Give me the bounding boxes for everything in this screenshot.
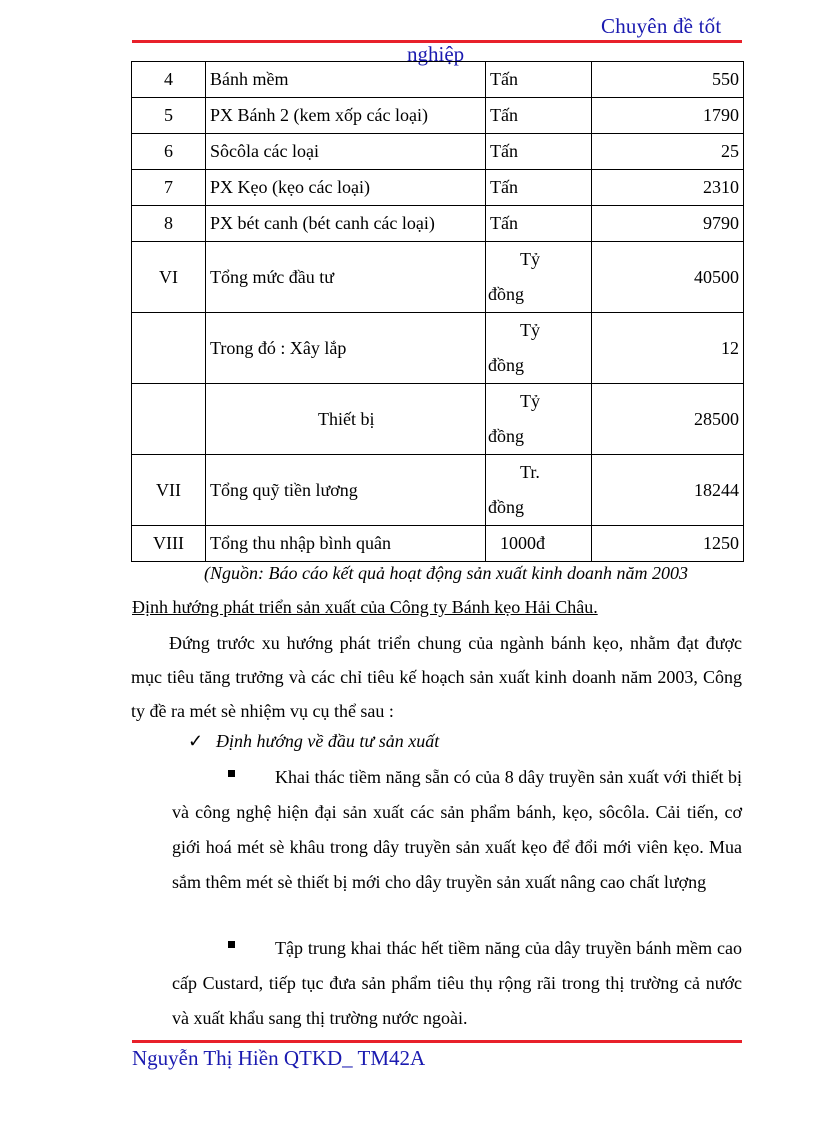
square-bullet-icon — [228, 770, 235, 777]
row-value: 9790 — [592, 206, 744, 242]
row-unit: Tấn — [486, 206, 592, 242]
table-row — [132, 384, 744, 455]
footer-divider — [132, 1040, 742, 1043]
table-row — [132, 455, 744, 526]
row-unit: 1000đ — [486, 526, 592, 562]
row-item-name: Thiết bị — [206, 384, 486, 455]
row-unit-line2: đồng — [488, 497, 524, 517]
row-unit-line1: Tỷ — [520, 249, 540, 269]
row-number — [132, 313, 206, 384]
row-unit — [486, 384, 592, 455]
row-value: 550 — [592, 62, 744, 98]
section-heading: Định hướng phát triển sản xuất của Công ty Bánh kẹo Hải Châu. — [132, 597, 598, 617]
checklist-item-text: Định hướng về đầu tư sản xuất — [216, 731, 440, 751]
row-number: VIII — [132, 526, 206, 562]
checkmark-icon: ✓ — [188, 731, 204, 751]
row-number: 7 — [132, 170, 206, 206]
row-unit: Tấn — [486, 170, 592, 206]
row-number: 8 — [132, 206, 206, 242]
row-value: 25 — [592, 134, 744, 170]
row-unit: Tấn — [486, 62, 592, 98]
row-item-name: PX bét canh (bét canh các loại) — [206, 206, 486, 242]
table-row — [132, 526, 744, 562]
table-row — [132, 242, 744, 313]
document-header-title: Chuyên đề tốt — [601, 14, 722, 38]
row-unit: Tấn — [486, 98, 592, 134]
bullet-text: Khai thác tiềm năng sẵn có của 8 dây truyền sản xuất với thiết bị và công nghệ hiện đại sản xuất các sản phẩm bánh, kẹo, sôcôla. Cải tiến, cơ giới hoá mét sè khâu trong dây truyền sản xuất kẹo để đổi mới viên kẹo. Mua sắm thêm mét sè thiết bị mới cho dây truyền sản xuất nâng cao chất lượng — [172, 767, 742, 892]
row-item-name: PX Kẹo (kẹo các loại) — [206, 170, 486, 206]
row-unit — [486, 313, 592, 384]
row-unit-line2: đồng — [488, 284, 524, 304]
document-header-title-continued: nghiệp — [407, 42, 465, 66]
row-value: 40500 — [592, 242, 744, 313]
table-row — [132, 206, 744, 242]
row-item-name: Sôcôla các loại — [206, 134, 486, 170]
row-number: 5 — [132, 98, 206, 134]
bullet-paragraph — [172, 760, 742, 900]
row-number: VI — [132, 242, 206, 313]
row-value: 1250 — [592, 526, 744, 562]
row-unit-line1: Tỷ — [520, 320, 540, 340]
row-value: 28500 — [592, 384, 744, 455]
checklist-item — [188, 731, 439, 752]
row-unit-line1: Tr. — [520, 462, 540, 482]
row-value: 12 — [592, 313, 744, 384]
table-source-note: (Nguồn: Báo cáo kết quả hoạt động sản xuất kinh doanh năm 2003 — [204, 563, 688, 583]
table-row — [132, 170, 744, 206]
row-item-name: Tổng quỹ tiền lương — [206, 455, 486, 526]
row-unit: Tấn — [486, 134, 592, 170]
table-row — [132, 134, 744, 170]
row-item-name: Trong đó : Xây lắp — [206, 313, 486, 384]
table-row — [132, 313, 744, 384]
row-number: VII — [132, 455, 206, 526]
row-item-name: Bánh mềm — [206, 62, 486, 98]
row-unit-line1: Tỷ — [520, 391, 540, 411]
table-row — [132, 62, 744, 98]
row-item-name: Tổng thu nhập bình quân — [206, 526, 486, 562]
row-value: 1790 — [592, 98, 744, 134]
row-value: 2310 — [592, 170, 744, 206]
intro-paragraph: Đứng trước xu hướng phát triển chung của ngành bánh kẹo, nhằm đạt được mục tiêu tăng trưởng và các chỉ tiêu kế hoạch sản xuất kinh doanh năm 2003, Công ty đề ra mét sè nhiệm vụ cụ thể sau : — [131, 633, 742, 721]
row-unit — [486, 242, 592, 313]
row-item-name: PX Bánh 2 (kem xốp các loại) — [206, 98, 486, 134]
row-unit-line2: đồng — [488, 426, 524, 446]
production-plan-table — [131, 61, 744, 562]
row-number: 6 — [132, 134, 206, 170]
row-unit — [486, 455, 592, 526]
bullet-paragraph — [172, 931, 742, 1036]
table-row — [132, 98, 744, 134]
bullet-text: Tập trung khai thác hết tiềm năng của dây truyền bánh mềm cao cấp Custard, tiếp tục đưa sản phẩm tiêu thụ rộng rãi trong thị trường cả nước và xuất khẩu sang thị trường nước ngoài. — [172, 938, 742, 1028]
footer-author: Nguyễn Thị Hiền QTKD_ TM42A — [132, 1046, 426, 1070]
row-value: 18244 — [592, 455, 744, 526]
row-number — [132, 384, 206, 455]
row-unit-line2: đồng — [488, 355, 524, 375]
row-item-name: Tổng mức đầu tư — [206, 242, 486, 313]
square-bullet-icon — [228, 941, 235, 948]
row-number: 4 — [132, 62, 206, 98]
